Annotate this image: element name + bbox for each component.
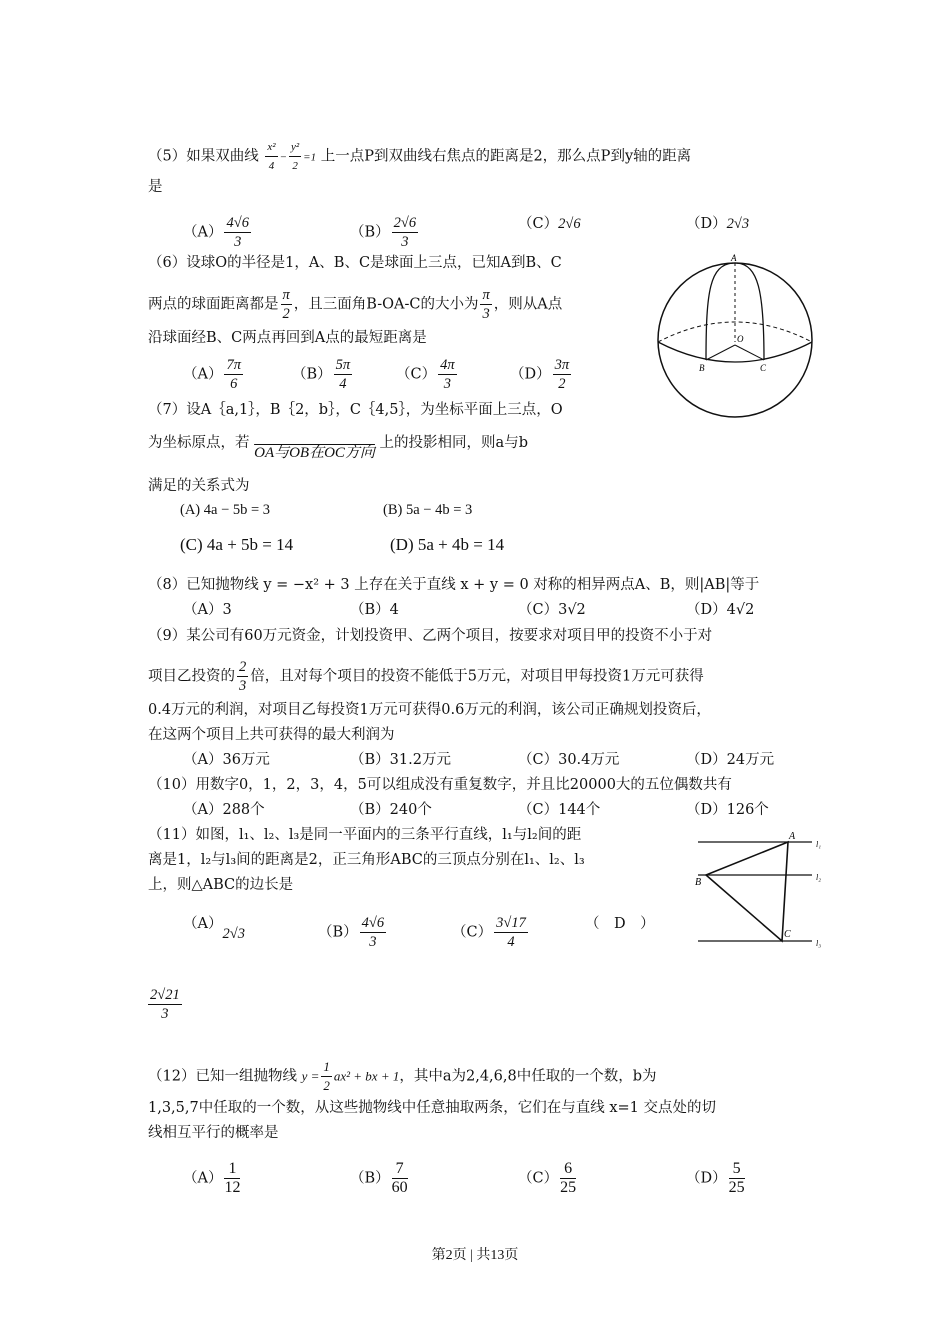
fig-label-c: C bbox=[784, 929, 791, 940]
q11-option-a: （A）2√3 bbox=[183, 916, 245, 942]
q8-option-c: （C）3√2 bbox=[518, 602, 586, 618]
q7-line3: 满足的关系式为 bbox=[148, 478, 250, 494]
q6-line1: （6）设球O的半径是1，A、B、C是球面上三点，已知A到B、C bbox=[148, 255, 562, 271]
q5-suffix: 上一点P到双曲线右焦点的距离是2，那么点P到y轴的距离 bbox=[320, 148, 692, 165]
q10-option-b: （B）240个 bbox=[350, 802, 432, 818]
q12-line2: 1,3,5,7中任取的一个数，从这些抛物线中任意抽取两条，它们在与直线 x=1 交点处的切 bbox=[148, 1100, 716, 1116]
q6-option-c: （C） $\frac{4\pi}{3}$ bbox=[396, 357, 455, 392]
q7-option-c: (C) 4a + 5b = 14 bbox=[180, 535, 294, 554]
q10-option-d: （D）126个 bbox=[686, 802, 769, 818]
q12-line3: 线相互平行的概率是 bbox=[148, 1125, 279, 1141]
q5-option-d: （D）2√3 bbox=[686, 216, 750, 232]
fig-label-b: B bbox=[695, 877, 702, 888]
q5-frac-y: $\frac{\text{y²}}{2}$ bbox=[289, 138, 301, 175]
q5-option-b: （B） $\frac{2√6}{3}$ bbox=[350, 215, 417, 250]
q12-option-d: （D） $\frac{5}{25}$ bbox=[686, 1160, 745, 1196]
fig-label-a: A bbox=[731, 253, 737, 263]
q11-line2: 离是1，l₂与l₃间的距离是2，正三角形ABC的三顶点分别在l₁、l₂、l₃ bbox=[148, 852, 585, 868]
q7-line2: 为坐标原点，若 OA与OB在OC方向 上的投影相同，则a与b bbox=[148, 435, 528, 461]
q11-option-d: （ D ） bbox=[585, 916, 655, 932]
q7-option-d: (D) 5a + 4b = 14 bbox=[390, 535, 505, 554]
q10-option-a: （A）288个 bbox=[183, 802, 265, 818]
q7-option-b: (B) 5a − 4b = 3 bbox=[383, 502, 473, 518]
q9-option-d: （D）24万元 bbox=[686, 752, 775, 768]
q6-option-b: （B） $\frac{5\pi}{4}$ bbox=[292, 357, 351, 392]
q9-line2: 项目乙投资的 $\frac{2}{3}$ 倍，且对每个项目的投资不能低于5万元，对项目甲每投资1万元可获得 bbox=[148, 659, 704, 694]
q6-option-d: （D） $\frac{3\pi}{2}$ bbox=[510, 357, 570, 392]
q8-option-d: （D）4√2 bbox=[686, 602, 755, 618]
q11-line3: 上，则△ABC的边长是 bbox=[148, 877, 294, 893]
q12-line1: （12）已知一组抛物线 y = $\frac{1}{2}$ ax² + bx + 1，其中a为2,4,6,8中任取的一个数，b为 bbox=[148, 1059, 657, 1093]
q6-option-a: （A） $\frac{7\pi}{6}$ bbox=[183, 357, 241, 392]
q5-line2: 是 bbox=[148, 179, 163, 195]
q11-lines-figure bbox=[690, 825, 835, 955]
q12-option-b: （B） $\frac{7}{60}$ bbox=[350, 1160, 408, 1196]
fig-label-o: O bbox=[737, 334, 744, 344]
q11-option-d-value: $\frac{2√21}{3}$ bbox=[150, 987, 180, 1022]
fig-label-l3: l₃ bbox=[816, 939, 822, 948]
q5-option-a: （A） $\frac{4√6}{3}$ bbox=[183, 215, 249, 250]
q5-prefix: （5）如果双曲线 bbox=[148, 148, 259, 165]
page-footer: 第2页 | 共13页 bbox=[431, 1248, 519, 1263]
q6-line3: 沿球面经B、C两点再回到A点的最短距离是 bbox=[148, 330, 427, 346]
fig-label-b: B bbox=[699, 363, 705, 373]
q9-line4: 在这两个项目上共可获得的最大利润为 bbox=[148, 727, 395, 743]
q8-option-b: （B）4 bbox=[350, 602, 399, 618]
q10-text: （10）用数字0，1，2，3，4，5可以组成没有重复数字，并且比20000大的五位偶数共有 bbox=[148, 777, 732, 793]
q11-option-c: （C） $\frac{3√17}{4}$ bbox=[452, 915, 526, 950]
q9-option-b: （B）31.2万元 bbox=[350, 752, 451, 768]
q12-option-c: （C） $\frac{6}{25}$ bbox=[518, 1160, 577, 1196]
q12-option-a: （A） $\frac{1}{12}$ bbox=[183, 1160, 241, 1196]
q8-text: （8）已知抛物线 y = −x² + 3 上存在关于直线 x + y = 0 对称的相异两点A、B，则|AB|等于 bbox=[148, 577, 760, 593]
fig-label-c: C bbox=[760, 363, 767, 373]
q11-line1: （11）如图，l₁、l₂、l₃是同一平面内的三条平行直线，l₁与l₂间的距 bbox=[148, 827, 582, 843]
q9-line1: （9）某公司有60万元资金，计划投资甲、乙两个项目，按要求对项目甲的投资不小于对 bbox=[148, 628, 713, 644]
q5-option-c: （C）2√6 bbox=[518, 216, 581, 232]
q9-option-c: （C）30.4万元 bbox=[518, 752, 620, 768]
q9-option-a: （A）36万元 bbox=[183, 752, 270, 768]
q6-sphere-figure bbox=[650, 250, 820, 425]
fig-label-l1: l₁ bbox=[816, 840, 822, 849]
q10-option-c: （C）144个 bbox=[518, 802, 601, 818]
q7-line1: （7）设A｛a,1｝，B｛2，b｝，C｛4,5｝，为坐标平面上三点，O bbox=[148, 402, 563, 418]
q5-line1: （5）如果双曲线 $\frac{\text{x²}}{4}$ − $\frac{\text{y²}}{2}$ =1 上一点P到双曲线右焦点的距离是2，那么点P到y轴的距离 bbox=[148, 138, 691, 175]
fig-label-a: A bbox=[789, 831, 796, 842]
q6-line2: 两点的球面距离都是 $\frac{\pi}{2}$ ，且三面角B-OA-C的大小为 $\frac{\pi}{3}$ ，则从A点 bbox=[148, 287, 563, 322]
fig-label-l2: l₂ bbox=[816, 873, 822, 882]
q9-line3: 0.4万元的利润，对项目乙每投资1万元可获得0.6万元的利润，该公司正确规划投资后， bbox=[148, 702, 711, 718]
q11-option-b: （B） $\frac{4√6}{3}$ bbox=[318, 915, 385, 950]
q5-frac-x: $\frac{\text{x²}}{4}$ bbox=[265, 138, 277, 175]
q7-option-a: (A) 4a − 5b = 3 bbox=[180, 502, 271, 518]
q8-option-a: （A）3 bbox=[183, 602, 232, 618]
